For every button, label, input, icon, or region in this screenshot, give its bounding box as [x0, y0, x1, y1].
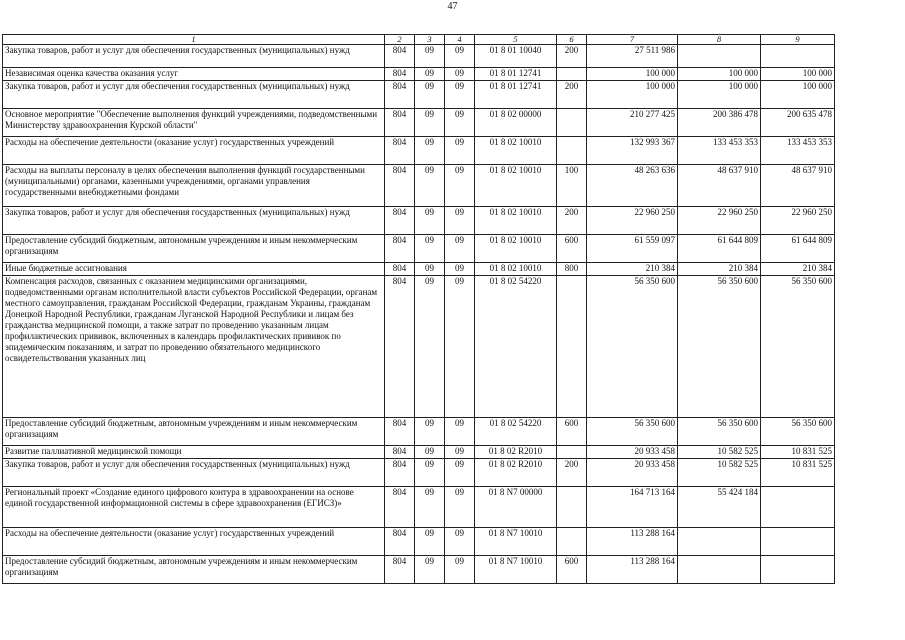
cell-amount-9: 56 350 600 — [761, 276, 835, 418]
cell-ministry-code: 804 — [385, 137, 415, 165]
cell-target-article: 01 8 02 54220 — [475, 276, 557, 418]
row-name: Основное мероприятие "Обеспечение выполнения функций учреждениями, подведомственными Министерству здравоохранения Курской области" — [3, 109, 385, 137]
cell-ministry-code: 804 — [385, 45, 415, 68]
cell-amount-7: 210 277 425 — [587, 109, 678, 137]
cell-expense-type — [557, 276, 587, 418]
row-name: Предоставление субсидий бюджетным, автономным учреждениям и иным некоммерческим организациям — [3, 556, 385, 584]
cell-section: 09 — [415, 165, 445, 207]
cell-expense-type — [557, 109, 587, 137]
column-header: 7 — [587, 35, 678, 45]
cell-amount-7: 100 000 — [587, 81, 678, 109]
cell-section: 09 — [415, 446, 445, 459]
cell-amount-8: 55 424 184 — [678, 487, 761, 528]
column-header: 4 — [445, 35, 475, 45]
cell-target-article: 01 8 02 R2010 — [475, 446, 557, 459]
cell-amount-7: 113 288 164 — [587, 528, 678, 556]
cell-ministry-code: 804 — [385, 235, 415, 263]
cell-amount-8: 56 350 600 — [678, 276, 761, 418]
cell-subsection: 09 — [445, 459, 475, 487]
table-row — [3, 556, 835, 584]
cell-section: 09 — [415, 556, 445, 584]
column-header: 2 — [385, 35, 415, 45]
cell-target-article: 01 8 01 10040 — [475, 45, 557, 68]
row-name: Расходы на обеспечение деятельности (оказание услуг) государственных учреждений — [3, 137, 385, 165]
cell-section: 09 — [415, 263, 445, 276]
cell-expense-type: 600 — [557, 418, 587, 446]
cell-subsection: 09 — [445, 418, 475, 446]
cell-ministry-code: 804 — [385, 165, 415, 207]
cell-amount-8: 22 960 250 — [678, 207, 761, 235]
table-row — [3, 81, 835, 109]
column-header: 5 — [475, 35, 557, 45]
table-row — [3, 68, 835, 81]
cell-amount-9: 48 637 910 — [761, 165, 835, 207]
cell-expense-type: 600 — [557, 235, 587, 263]
cell-ministry-code: 804 — [385, 81, 415, 109]
cell-subsection: 09 — [445, 276, 475, 418]
cell-ministry-code: 804 — [385, 459, 415, 487]
table-header-row — [3, 35, 835, 45]
table-row — [3, 165, 835, 207]
cell-amount-7: 48 263 636 — [587, 165, 678, 207]
cell-amount-9: 100 000 — [761, 81, 835, 109]
cell-subsection: 09 — [445, 45, 475, 68]
cell-subsection: 09 — [445, 137, 475, 165]
cell-subsection: 09 — [445, 235, 475, 263]
cell-amount-9: 133 453 353 — [761, 137, 835, 165]
column-header: 8 — [678, 35, 761, 45]
cell-target-article: 01 8 02 10010 — [475, 207, 557, 235]
cell-amount-7: 164 713 164 — [587, 487, 678, 528]
cell-amount-8: 200 386 478 — [678, 109, 761, 137]
row-name: Закупка товаров, работ и услуг для обеспечения государственных (муниципальных) нужд — [3, 207, 385, 235]
cell-target-article: 01 8 N7 10010 — [475, 556, 557, 584]
cell-expense-type — [557, 528, 587, 556]
cell-target-article: 01 8 01 12741 — [475, 81, 557, 109]
cell-amount-8: 48 637 910 — [678, 165, 761, 207]
cell-target-article: 01 8 02 10010 — [475, 137, 557, 165]
cell-expense-type — [557, 487, 587, 528]
cell-amount-9: 100 000 — [761, 68, 835, 81]
row-name: Закупка товаров, работ и услуг для обеспечения государственных (муниципальных) нужд — [3, 459, 385, 487]
cell-amount-9 — [761, 45, 835, 68]
cell-expense-type — [557, 446, 587, 459]
cell-ministry-code: 804 — [385, 109, 415, 137]
cell-amount-9: 10 831 525 — [761, 459, 835, 487]
row-name: Развитие паллиативной медицинской помощи — [3, 446, 385, 459]
cell-amount-7: 20 933 458 — [587, 446, 678, 459]
cell-amount-7: 61 559 097 — [587, 235, 678, 263]
cell-ministry-code: 804 — [385, 207, 415, 235]
cell-amount-8: 210 384 — [678, 263, 761, 276]
cell-section: 09 — [415, 235, 445, 263]
cell-amount-8 — [678, 528, 761, 556]
cell-amount-8: 61 644 809 — [678, 235, 761, 263]
cell-expense-type: 600 — [557, 556, 587, 584]
cell-amount-9 — [761, 556, 835, 584]
cell-expense-type: 200 — [557, 459, 587, 487]
cell-amount-9: 56 350 600 — [761, 418, 835, 446]
cell-amount-7: 210 384 — [587, 263, 678, 276]
cell-target-article: 01 8 02 00000 — [475, 109, 557, 137]
table-row — [3, 487, 835, 528]
cell-section: 09 — [415, 487, 445, 528]
table-row — [3, 276, 835, 418]
cell-amount-7: 132 993 367 — [587, 137, 678, 165]
cell-amount-9: 210 384 — [761, 263, 835, 276]
cell-amount-9: 22 960 250 — [761, 207, 835, 235]
column-header: 3 — [415, 35, 445, 45]
cell-amount-9: 200 635 478 — [761, 109, 835, 137]
cell-amount-9 — [761, 487, 835, 528]
cell-ministry-code: 804 — [385, 418, 415, 446]
cell-amount-8 — [678, 45, 761, 68]
cell-subsection: 09 — [445, 528, 475, 556]
cell-ministry-code: 804 — [385, 276, 415, 418]
row-name: Расходы на выплаты персоналу в целях обеспечения выполнения функций государственными (муниципальными) органами, казенными учреждениями, органами управления государственными внебюджетными фондами — [3, 165, 385, 207]
cell-amount-8: 100 000 — [678, 68, 761, 81]
cell-subsection: 09 — [445, 165, 475, 207]
cell-ministry-code: 804 — [385, 487, 415, 528]
table-row — [3, 418, 835, 446]
cell-amount-8: 133 453 353 — [678, 137, 761, 165]
table-row — [3, 109, 835, 137]
cell-ministry-code: 804 — [385, 528, 415, 556]
table-row — [3, 459, 835, 487]
cell-section: 09 — [415, 81, 445, 109]
table-row — [3, 528, 835, 556]
row-name: Предоставление субсидий бюджетным, автономным учреждениям и иным некоммерческим организациям — [3, 418, 385, 446]
cell-expense-type: 200 — [557, 81, 587, 109]
cell-subsection: 09 — [445, 68, 475, 81]
cell-target-article: 01 8 02 10010 — [475, 165, 557, 207]
cell-expense-type: 100 — [557, 165, 587, 207]
row-name: Компенсация расходов, связанных с оказанием медицинскими организациями, подведомственными органам исполнительной власти субъектов Российской Федерации, органам местного самоуправления, гражданам Российской Федерации, гражданам Украины, гражданам Донецкой Народной Республики, гражданам Луганской Народной Республики и лицам без гражданства медицинской помощи, а также затрат по проведению указанным лицам профилактических прививок, включенных в календарь профилактических прививок по эпидемическим показаниям, и затрат по проведению обязательного медицинского освидетельствования указанных лиц — [3, 276, 385, 418]
table-row — [3, 263, 835, 276]
cell-ministry-code: 804 — [385, 263, 415, 276]
cell-target-article: 01 8 01 12741 — [475, 68, 557, 81]
cell-section: 09 — [415, 418, 445, 446]
cell-target-article: 01 8 N7 10010 — [475, 528, 557, 556]
cell-section: 09 — [415, 207, 445, 235]
cell-section: 09 — [415, 109, 445, 137]
cell-subsection: 09 — [445, 109, 475, 137]
table-row — [3, 207, 835, 235]
table-row — [3, 446, 835, 459]
row-name: Предоставление субсидий бюджетным, автономным учреждениям и иным некоммерческим организациям — [3, 235, 385, 263]
cell-amount-9: 10 831 525 — [761, 446, 835, 459]
table-row — [3, 235, 835, 263]
cell-target-article: 01 8 02 10010 — [475, 235, 557, 263]
cell-subsection: 09 — [445, 81, 475, 109]
cell-expense-type — [557, 68, 587, 81]
cell-expense-type: 200 — [557, 45, 587, 68]
cell-ministry-code: 804 — [385, 446, 415, 459]
cell-amount-8 — [678, 556, 761, 584]
cell-subsection: 09 — [445, 207, 475, 235]
cell-amount-8: 10 582 525 — [678, 459, 761, 487]
cell-target-article: 01 8 02 54220 — [475, 418, 557, 446]
cell-target-article: 01 8 02 10010 — [475, 263, 557, 276]
cell-amount-8: 10 582 525 — [678, 446, 761, 459]
cell-section: 09 — [415, 45, 445, 68]
cell-subsection: 09 — [445, 556, 475, 584]
cell-section: 09 — [415, 459, 445, 487]
cell-amount-7: 56 350 600 — [587, 418, 678, 446]
row-name: Иные бюджетные ассигнования — [3, 263, 385, 276]
cell-subsection: 09 — [445, 487, 475, 528]
cell-expense-type: 800 — [557, 263, 587, 276]
cell-target-article: 01 8 N7 00000 — [475, 487, 557, 528]
cell-amount-8: 56 350 600 — [678, 418, 761, 446]
cell-amount-9: 61 644 809 — [761, 235, 835, 263]
column-header: 1 — [3, 35, 385, 45]
row-name: Закупка товаров, работ и услуг для обеспечения государственных (муниципальных) нужд — [3, 81, 385, 109]
budget-table — [2, 34, 835, 584]
cell-amount-9 — [761, 528, 835, 556]
row-name: Расходы на обеспечение деятельности (оказание услуг) государственных учреждений — [3, 528, 385, 556]
cell-amount-7: 20 933 458 — [587, 459, 678, 487]
row-name: Закупка товаров, работ и услуг для обеспечения государственных (муниципальных) нужд — [3, 45, 385, 68]
cell-target-article: 01 8 02 R2010 — [475, 459, 557, 487]
cell-amount-8: 100 000 — [678, 81, 761, 109]
cell-subsection: 09 — [445, 263, 475, 276]
cell-ministry-code: 804 — [385, 556, 415, 584]
cell-expense-type: 200 — [557, 207, 587, 235]
cell-subsection: 09 — [445, 446, 475, 459]
cell-section: 09 — [415, 276, 445, 418]
cell-amount-7: 22 960 250 — [587, 207, 678, 235]
table-row — [3, 45, 835, 68]
cell-section: 09 — [415, 528, 445, 556]
cell-amount-7: 113 288 164 — [587, 556, 678, 584]
cell-section: 09 — [415, 137, 445, 165]
column-header: 9 — [761, 35, 835, 45]
cell-section: 09 — [415, 68, 445, 81]
table-row — [3, 137, 835, 165]
row-name: Региональный проект «Создание единого цифрового контура в здравоохранении на основе единой государственной информационной системы в сфере здравоохранения (ЕГИСЗ)» — [3, 487, 385, 528]
cell-amount-7: 100 000 — [587, 68, 678, 81]
cell-amount-7: 56 350 600 — [587, 276, 678, 418]
cell-amount-7: 27 511 986 — [587, 45, 678, 68]
cell-expense-type — [557, 137, 587, 165]
cell-ministry-code: 804 — [385, 68, 415, 81]
column-header: 6 — [557, 35, 587, 45]
row-name: Независимая оценка качества оказания услуг — [3, 68, 385, 81]
page-number: 47 — [447, 1, 458, 12]
